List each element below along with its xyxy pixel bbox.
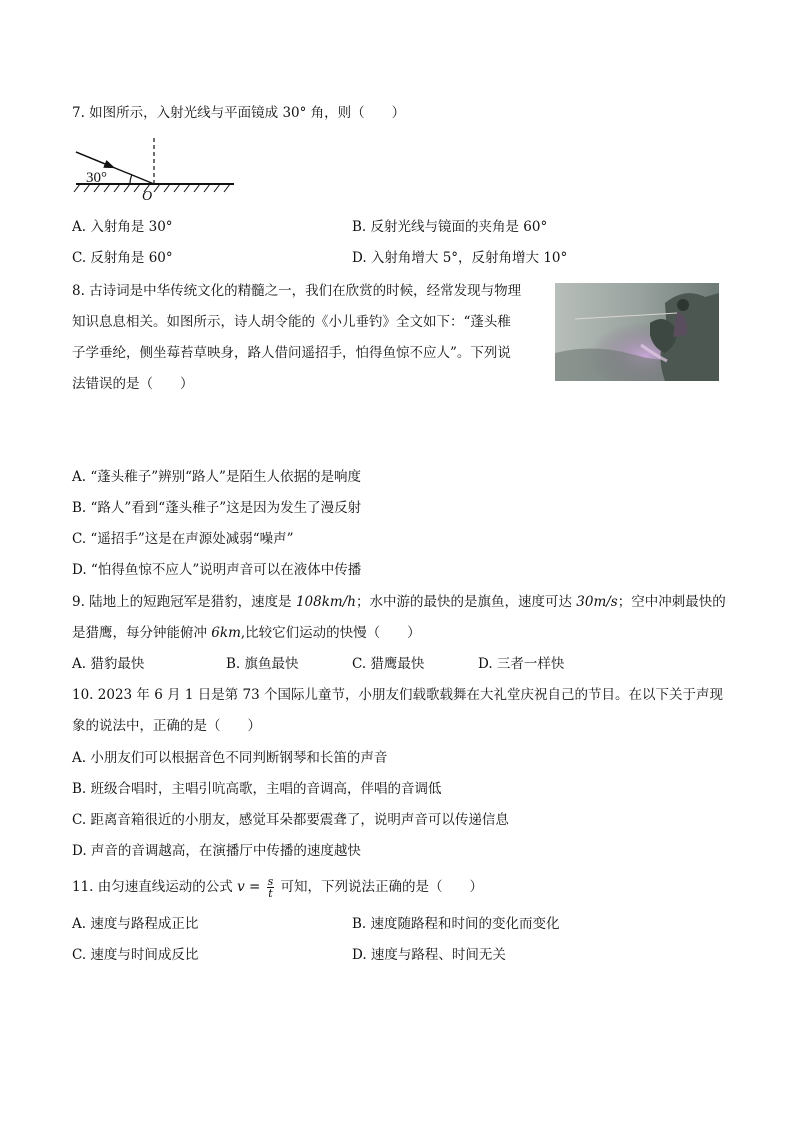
q11-formula-eq: =	[244, 879, 265, 895]
q9-text-1c: ；空中冲刺最快的	[617, 594, 726, 610]
q9-stem-line-1	[72, 593, 726, 611]
q10-option-c: C. 距离音箱很近的小朋友，感觉耳朵都要震聋了，说明声音可以传递信息	[72, 812, 509, 828]
q8-stem-line-4: 法错误的是（ ）	[72, 376, 194, 392]
q9-falcon-distance: 6km	[211, 625, 241, 641]
angle-arc	[130, 175, 132, 185]
q11-formula-v: v	[237, 879, 245, 895]
q11-text-a: 11. 由匀速直线运动的公式	[72, 879, 238, 895]
q9-option-a: A. 猎豹最快	[72, 656, 145, 672]
q7-option-b: B. 反射光线与镜面的夹角是 60°	[352, 219, 548, 235]
q10-stem-line-1: 10. 2023 年 6 月 1 日是第 73 个国际儿童节，小朋友们载歌载舞在大礼堂庆祝自己的节目。在以下关于声现	[72, 687, 724, 703]
q11-option-c: C. 速度与时间成反比	[72, 947, 199, 963]
q9-text-2a: 是猎鹰，每分钟能俯冲	[72, 625, 212, 641]
q9-option-b: B. 旗鱼最快	[226, 656, 299, 672]
incident-ray-arrow	[76, 152, 110, 166]
q7-option-c: C. 反射角是 60°	[72, 250, 173, 266]
q9-text-1b: ；水中游的最快的是旗鱼，速度可达	[355, 594, 577, 610]
q8-option-c: C. “遥招手”这是在声源处减弱“噪声”	[72, 531, 294, 547]
q8-stem-line-1: 8. 古诗词是中华传统文化的精髓之一，我们在欣赏的时候，经常发现与物理	[72, 283, 522, 299]
q9-option-c: C. 猎鹰最快	[352, 656, 425, 672]
q8-option-b: B. “路人”看到“蓬头稚子”这是因为发生了漫反射	[72, 500, 362, 516]
q8-stem-line-3: 子学垂纶，侧坐莓苔草映身，路人借问遥招手，怕得鱼惊不应人”。下列说	[72, 345, 511, 361]
q9-option-d: D. 三者一样快	[478, 656, 565, 672]
fishing-boy-painting	[555, 283, 719, 381]
q10-option-b: B. 班级合唱时，主唱引吭高歌，主唱的音调高，伴唱的音调低	[72, 781, 442, 797]
q9-stem-line-2	[72, 624, 421, 642]
q7-option-a: A. 入射角是 30°	[72, 219, 173, 235]
q11-text-b: 可知，下列说法正确的是（ ）	[276, 879, 484, 895]
q9-text-1a: 9. 陆地上的短跑冠军是猎豹，速度是	[72, 594, 296, 610]
q10-option-d: D. 声音的音调越高，在演播厅中传播的速度越快	[72, 843, 361, 859]
q11-stem	[72, 876, 483, 899]
q11-formula-den: t	[268, 887, 273, 900]
q8-stem-line-2: 知识息息相关。如图所示，诗人胡令能的《小儿垂钓》全文如下：“蓬头稚	[72, 314, 511, 330]
q7-option-d: D. 入射角增大 5°，反射角增大 10°	[352, 250, 568, 266]
q11-option-b: B. 速度随路程和时间的变化而变化	[352, 916, 560, 932]
q11-formula-num: s	[267, 875, 274, 888]
point-label: O	[142, 189, 153, 202]
angle-label: 30°	[86, 170, 107, 186]
q8-option-d: D. “怕得鱼惊不应人”说明声音可以在液体中传播	[72, 562, 362, 578]
q7-mirror-figure	[72, 136, 238, 202]
q10-option-a: A. 小朋友们可以根据音色不同判断钢琴和长笛的声音	[72, 750, 388, 766]
q7-stem: 7. 如图所示，入射光线与平面镜成 30° 角，则（ ）	[72, 105, 406, 121]
q11-formula-fraction	[267, 876, 275, 899]
q9-cheetah-speed: 108km/h	[295, 594, 356, 610]
q9-sailfish-speed: 30m/s	[576, 594, 618, 610]
q11-option-a: A. 速度与路程成正比	[72, 916, 199, 932]
q10-stem-line-2: 象的说法中，正确的是（ ）	[72, 718, 261, 734]
q9-text-2b: ,比较它们运动的快慢（ ）	[240, 625, 421, 641]
q11-option-d: D. 速度与路程、时间无关	[352, 947, 506, 963]
q8-option-a: A. “蓬头稚子”辨别“路人”是陌生人依据的是响度	[72, 469, 361, 485]
